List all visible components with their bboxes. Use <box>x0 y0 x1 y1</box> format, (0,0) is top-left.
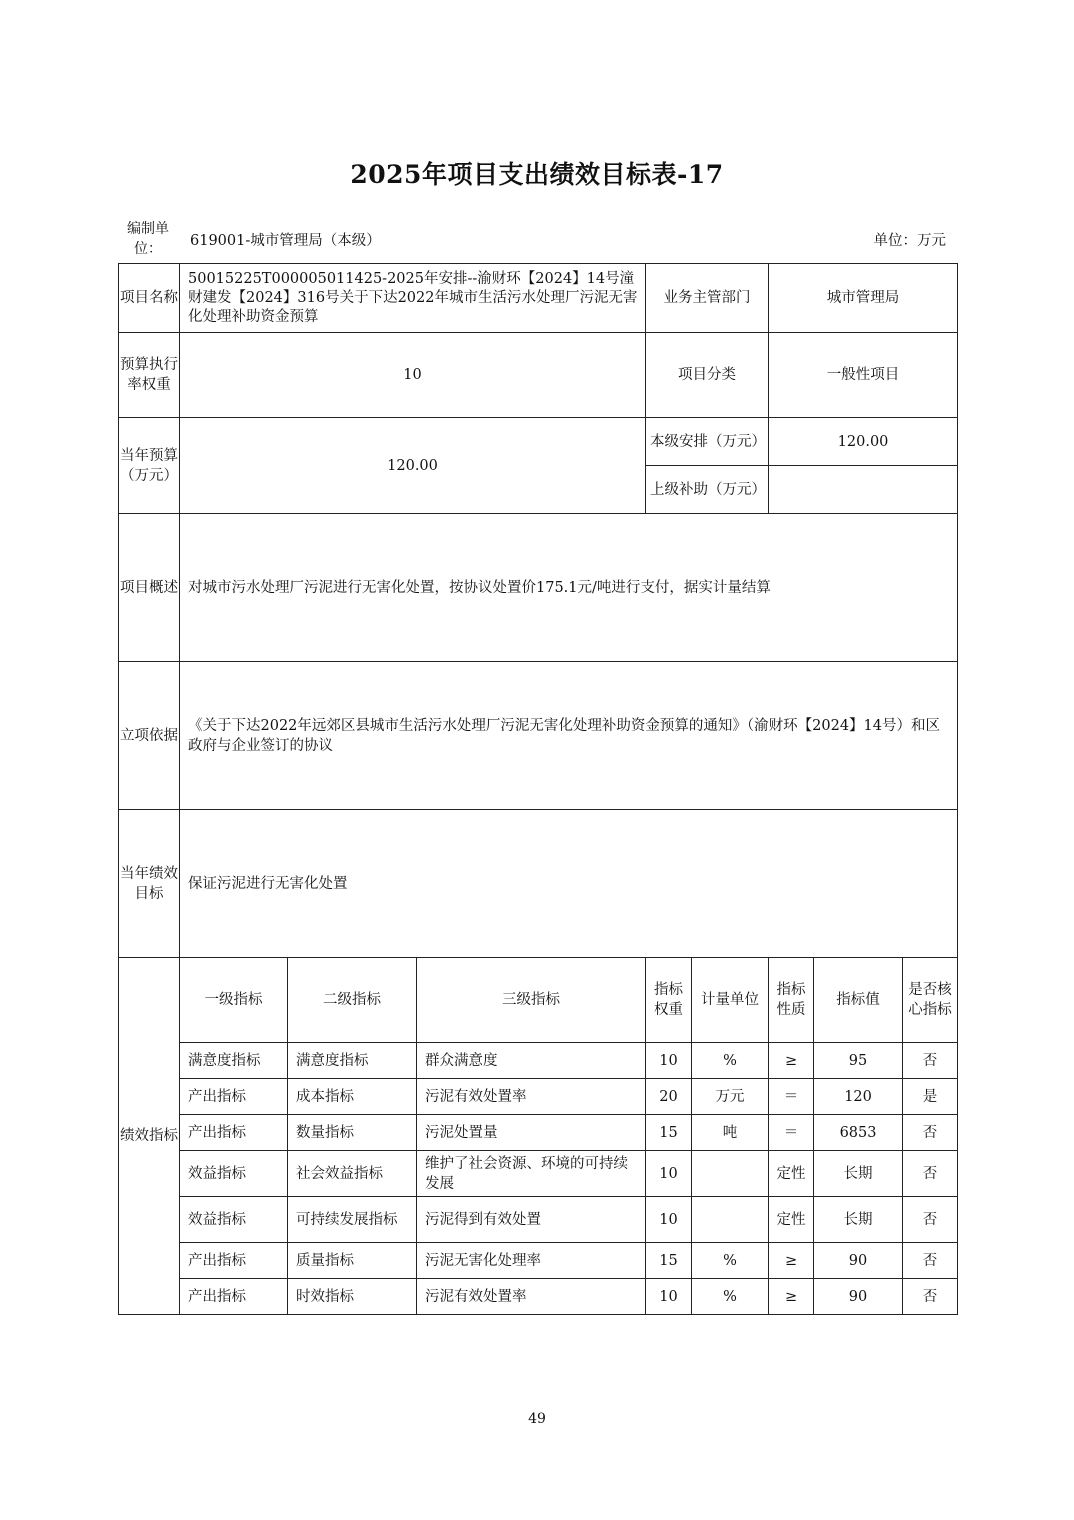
goal-label: 当年绩效目标 <box>119 810 180 958</box>
basis-label: 立项依据 <box>119 662 180 810</box>
cell-core: 是 <box>903 1079 958 1115</box>
cell-level2: 质量指标 <box>288 1243 417 1279</box>
cell-level2: 社会效益指标 <box>288 1151 417 1197</box>
cell-level2: 成本指标 <box>288 1079 417 1115</box>
budget-label: 当年预算（万元） <box>119 418 180 514</box>
cell-level1: 产出指标 <box>180 1079 288 1115</box>
upper-label: 上级补助（万元） <box>646 466 769 514</box>
overview-label: 项目概述 <box>119 514 180 662</box>
cell-unit: % <box>692 1043 769 1079</box>
unit-label: 单位：万元 <box>873 233 946 249</box>
cell-nature: 定性 <box>769 1197 814 1243</box>
cell-weight: 20 <box>646 1079 692 1115</box>
cell-level2: 时效指标 <box>288 1279 417 1315</box>
cell-unit: 吨 <box>692 1115 769 1151</box>
cell-level2: 可持续发展指标 <box>288 1197 417 1243</box>
cell-level3: 污泥得到有效处置 <box>417 1197 646 1243</box>
cell-level3: 污泥处置量 <box>417 1115 646 1151</box>
table-row <box>119 1079 958 1115</box>
local-label: 本级安排（万元） <box>646 418 769 466</box>
header-level2: 二级指标 <box>288 958 417 1043</box>
local-value: 120.00 <box>769 418 958 466</box>
goal-value: 保证污泥进行无害化处置 <box>180 810 958 958</box>
header-nature: 指标性质 <box>769 958 814 1043</box>
cell-weight: 10 <box>646 1043 692 1079</box>
table-row <box>119 1043 958 1079</box>
cell-weight: 15 <box>646 1115 692 1151</box>
cell-value: 6853 <box>814 1115 903 1151</box>
cell-weight: 10 <box>646 1197 692 1243</box>
cell-level1: 产出指标 <box>180 1243 288 1279</box>
cell-level1: 产出指标 <box>180 1115 288 1151</box>
header-level3: 三级指标 <box>417 958 646 1043</box>
cell-unit: 万元 <box>692 1079 769 1115</box>
cell-level3: 污泥无害化处理率 <box>417 1243 646 1279</box>
cell-core: 否 <box>903 1243 958 1279</box>
cell-core: 否 <box>903 1197 958 1243</box>
project-name-label: 项目名称 <box>119 264 180 333</box>
org-value: 619001-城市管理局（本级） <box>190 233 381 249</box>
header-value: 指标值 <box>814 958 903 1043</box>
category-value: 一般性项目 <box>769 333 958 418</box>
cell-nature: ≥ <box>769 1043 814 1079</box>
cell-core: 否 <box>903 1043 958 1079</box>
org-label: 编制单位： <box>127 221 169 257</box>
cell-level1: 产出指标 <box>180 1279 288 1315</box>
cell-unit: % <box>692 1243 769 1279</box>
cell-value: 90 <box>814 1279 903 1315</box>
basis-value: 《关于下达2022年远郊区县城市生活污水处理厂污泥无害化处理补助资金预算的通知》（渝财环【2024】14号）和区政府与企业签订的协议 <box>180 662 958 810</box>
dept-label: 业务主管部门 <box>646 264 769 333</box>
cell-value: 长期 <box>814 1151 903 1197</box>
weight-value: 10 <box>180 333 646 418</box>
table-row <box>119 1279 958 1315</box>
cell-value: 95 <box>814 1043 903 1079</box>
cell-nature: ≥ <box>769 1243 814 1279</box>
page-title: 2025年项目支出绩效目标表-17 <box>350 160 724 189</box>
cell-nature: ＝ <box>769 1115 814 1151</box>
cell-unit <box>692 1151 769 1197</box>
header-weight: 指标权重 <box>646 958 692 1043</box>
category-label: 项目分类 <box>646 333 769 418</box>
cell-level3: 污泥有效处置率 <box>417 1079 646 1115</box>
cell-weight: 10 <box>646 1279 692 1315</box>
table-row <box>119 1243 958 1279</box>
cell-nature: ＝ <box>769 1079 814 1115</box>
cell-level1: 效益指标 <box>180 1151 288 1197</box>
cell-level3: 群众满意度 <box>417 1043 646 1079</box>
table-row <box>119 1115 958 1151</box>
cell-level3: 维护了社会资源、环境的可持续发展 <box>417 1151 646 1197</box>
cell-core: 否 <box>903 1115 958 1151</box>
cell-level3: 污泥有效处置率 <box>417 1279 646 1315</box>
cell-level2: 满意度指标 <box>288 1043 417 1079</box>
cell-level1: 效益指标 <box>180 1197 288 1243</box>
cell-unit <box>692 1197 769 1243</box>
cell-weight: 10 <box>646 1151 692 1197</box>
dept-value: 城市管理局 <box>769 264 958 333</box>
upper-value <box>769 466 958 514</box>
weight-label: 预算执行率权重 <box>119 333 180 418</box>
cell-nature: 定性 <box>769 1151 814 1197</box>
overview-value: 对城市污水处理厂污泥进行无害化处置，按协议处置价175.1元/吨进行支付，据实计量结算 <box>180 514 958 662</box>
cell-value: 长期 <box>814 1197 903 1243</box>
table-row <box>119 1151 958 1197</box>
performance-target-table <box>118 263 958 1315</box>
project-name-value: 50015225T000005011425-2025年安排--渝财环【2024】14号潼财建发【2024】316号关于下达2022年城市生活污水处理厂污泥无害化处理补助资金预算 <box>180 264 646 333</box>
table-row <box>119 1197 958 1243</box>
header-core: 是否核心指标 <box>903 958 958 1043</box>
header-unit: 计量单位 <box>692 958 769 1043</box>
cell-core: 否 <box>903 1279 958 1315</box>
page-number: 49 <box>528 1411 546 1427</box>
cell-value: 90 <box>814 1243 903 1279</box>
header-level1: 一级指标 <box>180 958 288 1043</box>
cell-nature: ≥ <box>769 1279 814 1315</box>
indicators-section-label: 绩效指标 <box>119 958 180 1315</box>
cell-unit: % <box>692 1279 769 1315</box>
budget-value: 120.00 <box>180 418 646 514</box>
cell-level2: 数量指标 <box>288 1115 417 1151</box>
cell-weight: 15 <box>646 1243 692 1279</box>
cell-core: 否 <box>903 1151 958 1197</box>
cell-level1: 满意度指标 <box>180 1043 288 1079</box>
cell-value: 120 <box>814 1079 903 1115</box>
